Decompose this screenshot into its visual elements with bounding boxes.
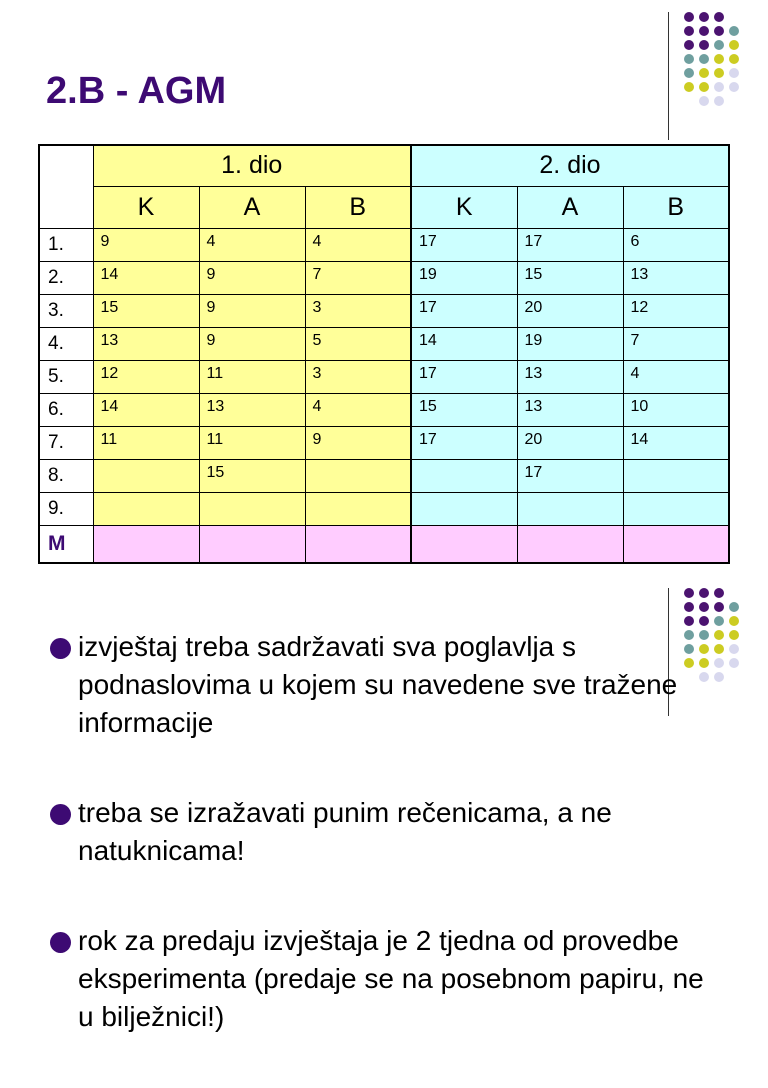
decor-dot-icon bbox=[714, 588, 724, 598]
row-label: 7. bbox=[39, 426, 93, 459]
decor-dot-icon bbox=[699, 96, 709, 106]
table-row bbox=[39, 327, 729, 360]
bullet-dot-icon bbox=[50, 932, 71, 953]
mean-cell bbox=[623, 525, 729, 563]
bullet-item bbox=[50, 794, 710, 870]
table-row bbox=[39, 294, 729, 327]
bullet-dot-icon bbox=[50, 638, 71, 659]
decor-dot-icon bbox=[729, 616, 739, 626]
part-header-1: 1. dio bbox=[93, 145, 411, 186]
decor-dot-icon bbox=[699, 616, 709, 626]
table-cell: 6 bbox=[623, 228, 729, 261]
page-title: 2.B - AGM bbox=[46, 70, 227, 112]
table-cell: 4 bbox=[305, 228, 411, 261]
decor-dot-icon bbox=[729, 658, 739, 668]
decor-dot-icon bbox=[684, 602, 694, 612]
decor-dot-icon bbox=[714, 616, 724, 626]
decor-dot-icon bbox=[699, 82, 709, 92]
row-label: 2. bbox=[39, 261, 93, 294]
mean-cell bbox=[411, 525, 517, 563]
table-cell: 15 bbox=[411, 393, 517, 426]
decor-dot-icon bbox=[729, 26, 739, 36]
table-cell: 9 bbox=[305, 426, 411, 459]
decor-dot-icon bbox=[714, 602, 724, 612]
table-cell: 14 bbox=[93, 261, 199, 294]
column-header: A bbox=[199, 186, 305, 228]
table-cell: 12 bbox=[93, 360, 199, 393]
decor-dot-icon bbox=[729, 40, 739, 50]
decor-dot-icon bbox=[699, 12, 709, 22]
mean-cell bbox=[93, 525, 199, 563]
decor-dots-top bbox=[684, 12, 754, 124]
table-row bbox=[39, 393, 729, 426]
table-cell: 4 bbox=[199, 228, 305, 261]
table-cell: 11 bbox=[199, 360, 305, 393]
table-cell: 4 bbox=[623, 360, 729, 393]
grades-table bbox=[38, 144, 730, 564]
table-cell bbox=[93, 492, 199, 525]
bullet-text: rok za predaju izvještaja je 2 tjedna od provedbe eksperimenta (predaje se na posebnom papiru, ne u bilježnici!) bbox=[78, 925, 704, 1032]
bullet-dot-icon bbox=[50, 804, 71, 825]
table-cell: 5 bbox=[305, 327, 411, 360]
decor-dot-icon bbox=[714, 26, 724, 36]
decor-dot-icon bbox=[714, 658, 724, 668]
mean-row bbox=[39, 525, 729, 563]
table-cell: 13 bbox=[199, 393, 305, 426]
decor-dot-icon bbox=[699, 54, 709, 64]
decor-dot-icon bbox=[684, 68, 694, 78]
decor-dot-icon bbox=[714, 12, 724, 22]
table-cell: 13 bbox=[623, 261, 729, 294]
row-label: 3. bbox=[39, 294, 93, 327]
table-row bbox=[39, 360, 729, 393]
table-cell: 9 bbox=[199, 294, 305, 327]
table-cell: 10 bbox=[623, 393, 729, 426]
decor-dot-icon bbox=[729, 602, 739, 612]
table-row bbox=[39, 228, 729, 261]
table-cell: 3 bbox=[305, 360, 411, 393]
decor-dot-icon bbox=[729, 644, 739, 654]
table-cell: 14 bbox=[93, 393, 199, 426]
table-cell: 14 bbox=[623, 426, 729, 459]
table-cell: 7 bbox=[623, 327, 729, 360]
table-cell: 20 bbox=[517, 294, 623, 327]
decor-dot-icon bbox=[714, 96, 724, 106]
table-cell: 3 bbox=[305, 294, 411, 327]
table-cell: 9 bbox=[199, 327, 305, 360]
table-cell bbox=[517, 492, 623, 525]
column-header: B bbox=[305, 186, 411, 228]
decor-dot-icon bbox=[684, 40, 694, 50]
decor-divider-top bbox=[668, 12, 669, 140]
decor-dot-icon bbox=[699, 40, 709, 50]
decor-dot-icon bbox=[684, 588, 694, 598]
row-label: 8. bbox=[39, 459, 93, 492]
table-cell: 17 bbox=[411, 360, 517, 393]
table-cell: 17 bbox=[517, 459, 623, 492]
bullet-text: treba se izražavati punim rečenicama, a ne natuknicama! bbox=[78, 797, 612, 866]
decor-dot-icon bbox=[714, 82, 724, 92]
bullet-item bbox=[50, 628, 710, 742]
table-row bbox=[39, 426, 729, 459]
decor-dot-icon bbox=[684, 616, 694, 626]
decor-dot-icon bbox=[714, 630, 724, 640]
table-cell bbox=[93, 459, 199, 492]
table-cell: 17 bbox=[411, 426, 517, 459]
column-header: K bbox=[411, 186, 517, 228]
table-cell: 13 bbox=[517, 360, 623, 393]
table-cell: 11 bbox=[199, 426, 305, 459]
table-cell bbox=[305, 459, 411, 492]
decor-dot-icon bbox=[729, 630, 739, 640]
table-row bbox=[39, 261, 729, 294]
table-cell: 15 bbox=[93, 294, 199, 327]
table-cell bbox=[199, 492, 305, 525]
decor-dot-icon bbox=[684, 26, 694, 36]
table-cell: 14 bbox=[411, 327, 517, 360]
decor-dot-icon bbox=[699, 26, 709, 36]
decor-dot-icon bbox=[699, 588, 709, 598]
mean-cell bbox=[199, 525, 305, 563]
table-cell bbox=[411, 459, 517, 492]
table-cell bbox=[305, 492, 411, 525]
table-cell: 15 bbox=[199, 459, 305, 492]
table-cell: 20 bbox=[517, 426, 623, 459]
decor-dot-icon bbox=[729, 54, 739, 64]
table-corner bbox=[39, 145, 93, 228]
mean-cell bbox=[305, 525, 411, 563]
row-label: 1. bbox=[39, 228, 93, 261]
row-label: 5. bbox=[39, 360, 93, 393]
decor-dot-icon bbox=[714, 68, 724, 78]
table-cell: 9 bbox=[93, 228, 199, 261]
decor-dot-icon bbox=[729, 82, 739, 92]
bullet-list bbox=[50, 628, 710, 1088]
decor-dot-icon bbox=[684, 12, 694, 22]
table-cell: 19 bbox=[411, 261, 517, 294]
decor-dot-icon bbox=[714, 644, 724, 654]
table-cell: 17 bbox=[411, 294, 517, 327]
table-cell: 13 bbox=[517, 393, 623, 426]
table-cell: 7 bbox=[305, 261, 411, 294]
decor-dot-icon bbox=[714, 54, 724, 64]
table-cell: 12 bbox=[623, 294, 729, 327]
table-row bbox=[39, 492, 729, 525]
table-cell: 11 bbox=[93, 426, 199, 459]
table-cell: 4 bbox=[305, 393, 411, 426]
row-label: 4. bbox=[39, 327, 93, 360]
decor-dot-icon bbox=[714, 672, 724, 682]
column-header: K bbox=[93, 186, 199, 228]
table-cell: 19 bbox=[517, 327, 623, 360]
table-cell: 17 bbox=[411, 228, 517, 261]
table-cell: 9 bbox=[199, 261, 305, 294]
table-cell: 13 bbox=[93, 327, 199, 360]
mean-label: M bbox=[39, 525, 93, 563]
table-cell bbox=[411, 492, 517, 525]
decor-dot-icon bbox=[684, 54, 694, 64]
table-cell: 17 bbox=[517, 228, 623, 261]
bullet-item bbox=[50, 922, 710, 1036]
row-label: 9. bbox=[39, 492, 93, 525]
table-cell bbox=[623, 459, 729, 492]
decor-dot-icon bbox=[699, 602, 709, 612]
table-row bbox=[39, 459, 729, 492]
decor-dot-icon bbox=[714, 40, 724, 50]
decor-dot-icon bbox=[699, 68, 709, 78]
column-header: A bbox=[517, 186, 623, 228]
row-label: 6. bbox=[39, 393, 93, 426]
column-header: B bbox=[623, 186, 729, 228]
bullet-text: izvještaj treba sadržavati sva poglavlja s podnaslovima u kojem su navedene sve tražene informacije bbox=[78, 631, 678, 738]
decor-dot-icon bbox=[729, 68, 739, 78]
mean-cell bbox=[517, 525, 623, 563]
decor-dot-icon bbox=[684, 82, 694, 92]
table-cell bbox=[623, 492, 729, 525]
part-header-2: 2. dio bbox=[411, 145, 729, 186]
table-cell: 15 bbox=[517, 261, 623, 294]
